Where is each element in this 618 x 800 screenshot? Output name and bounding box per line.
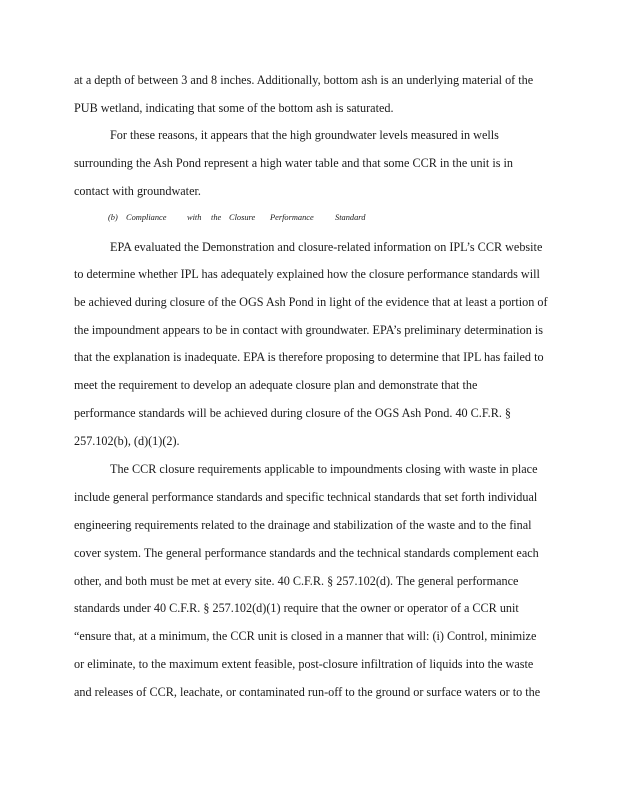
body-line: 257.102(b), (d)(1)(2).	[74, 434, 180, 448]
paragraph-first-line: EPA evaluated the Demonstration and closure-related information on IPL’s CCR website	[110, 240, 543, 254]
body-line: PUB wetland, indicating that some of the bottom ash is saturated.	[74, 101, 394, 115]
paragraph-first-line: For these reasons, it appears that the high groundwater levels measured in wells	[110, 128, 499, 142]
body-line: other, and both must be met at every site. 40 C.F.R. § 257.102(d). The general performance	[74, 574, 519, 588]
subheading-word: Compliance	[126, 213, 167, 222]
body-line: cover system. The general performance standards and the technical standards complement each	[74, 546, 539, 560]
body-line: performance standards will be achieved during closure of the OGS Ash Pond. 40 C.F.R. §	[74, 406, 512, 420]
body-line: to determine whether IPL has adequately explained how the closure performance standards will	[74, 267, 540, 281]
paragraph-first-line: The CCR closure requirements applicable to impoundments closing with waste in place	[110, 462, 538, 476]
body-line: and releases of CCR, leachate, or contaminated run-off to the ground or surface waters or to the	[74, 685, 541, 699]
subheading-word: Performance	[270, 213, 314, 222]
body-line: engineering requirements related to the drainage and stabilization of the waste and to the final	[74, 518, 532, 532]
subheading-word: Standard	[335, 213, 366, 222]
body-line: be achieved during closure of the OGS Ash Pond in light of the evidence that at least a portion of	[74, 295, 548, 309]
body-line: include general performance standards and specific technical standards that set forth individual	[74, 490, 538, 504]
subheading-word: Closure	[229, 213, 256, 222]
body-line: standards under 40 C.F.R. § 257.102(d)(1) require that the owner or operator of a CCR unit	[74, 601, 519, 615]
body-line: “ensure that, at a minimum, the CCR unit is closed in a manner that will: (i) Control, minimize	[74, 629, 537, 643]
body-line: the impoundment appears to be in contact with groundwater. EPA’s preliminary determination is	[74, 323, 544, 337]
body-line: that the explanation is inadequate. EPA is therefore proposing to determine that IPL has failed to	[74, 350, 544, 364]
body-line: meet the requirement to develop an adequate closure plan and demonstrate that the	[74, 378, 478, 392]
body-line: at a depth of between 3 and 8 inches. Additionally, bottom ash is an underlying material of the	[74, 73, 534, 87]
subheading-word: the	[211, 213, 222, 222]
subheading-word: with	[187, 213, 202, 222]
subheading-marker: (b)	[108, 213, 118, 222]
body-line: or eliminate, to the maximum extent feasible, post-closure infiltration of liquids into the waste	[74, 657, 534, 671]
body-line: contact with groundwater.	[74, 184, 201, 198]
body-line: surrounding the Ash Pond represent a high water table and that some CCR in the unit is in	[74, 156, 514, 170]
